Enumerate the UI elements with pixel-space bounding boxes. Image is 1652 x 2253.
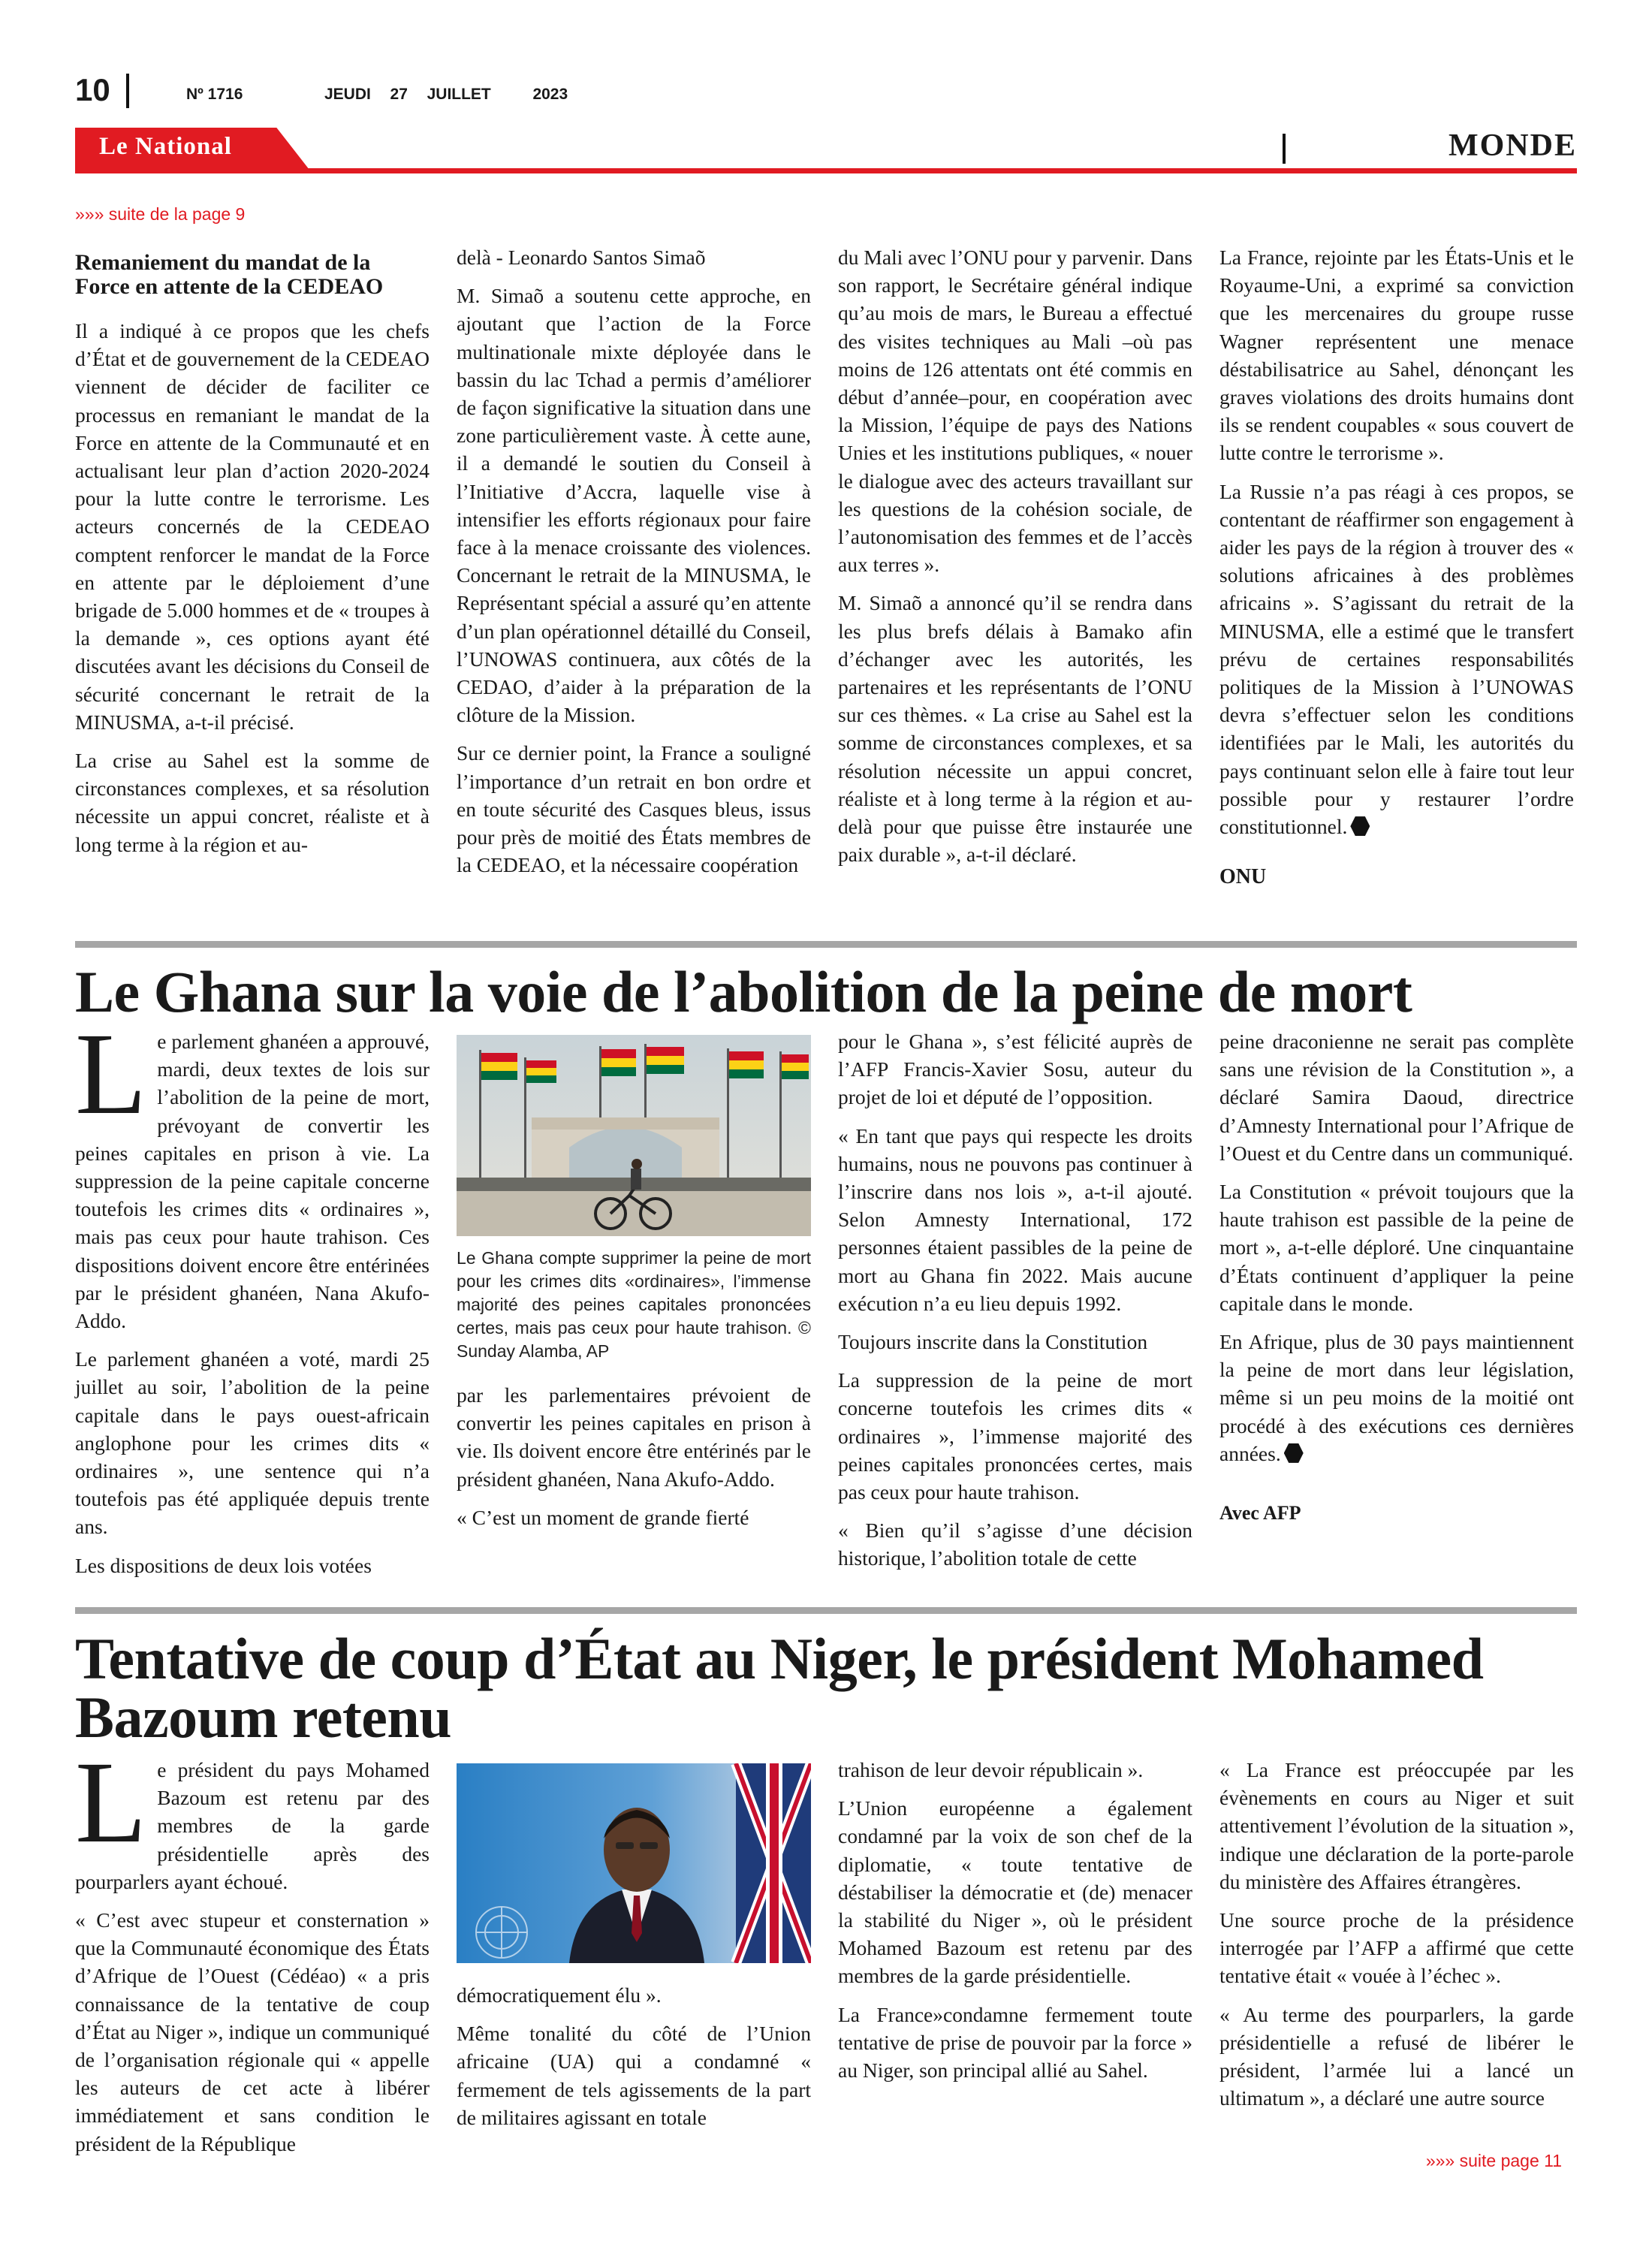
page-number: 10 xyxy=(75,72,110,107)
article3-col2 xyxy=(457,1763,811,2142)
article2-col2 xyxy=(457,1035,811,1542)
article3-paragraph: « La France est préoccupée par les évènements en cours au Niger et suit attentivement l’évolution de la situation », indique une déclaration de la porte-parole du ministère des Affaires étrangères. xyxy=(1219,1758,1574,1893)
end-mark-icon xyxy=(1350,816,1370,836)
article1-paragraph: delà - Leonardo Santos Simaõ xyxy=(457,246,706,269)
article2-paragraph: Les dispositions de deux lois votées xyxy=(75,1553,372,1577)
independence-arch xyxy=(532,1117,719,1185)
article1-col3 xyxy=(838,243,1192,879)
article1-paragraph: M. Simaõ a annoncé qu’il se rendra dans les plus brefs délais à Bamako afin d’échanger avec les autorités, les partenaires et les représentants de l’ONU sur ces thèmes. « La crise au Sahel est la somme de circonstances complexes, et sa résolution nécessite un appui concret, réaliste et à long terme à la région et au-delà pour que puisse être instaurée une paix durable », a-t-il déclaré. xyxy=(838,591,1192,867)
article1-paragraph: La Russie n’a pas réagi à ces propos, se contentant de réaffirmer son engagement à aider les pays de la région à trouver des « solutions africaines à des problèmes africains ». S’agissant du retrait de la MINUSMA, elle a estimé que le transfert prévu de certaines responsabilités politiques de la Mission à l’UNOWAS devra s’effectuer selon les conditions identifiées par le Mali, les autorités du pays continuant selon elle à faire tout leur possible pour y restaurer l’ordre constitutionnel. xyxy=(1219,479,1574,839)
article3-dropcap: L xyxy=(75,1737,147,1867)
article3-headline: Tentative de coup d’État au Niger, le président Mohamed Bazoum retenu xyxy=(75,1626,1484,1750)
section-label: MONDE xyxy=(1449,128,1577,163)
article2-dropcap: L xyxy=(75,1009,147,1139)
continued-from: »»» suite de la page 9 xyxy=(75,204,246,224)
article1-last-paragraph xyxy=(1219,478,1574,841)
article3-col3 xyxy=(838,1756,1192,2095)
date-day: JEUDI xyxy=(324,86,371,103)
article1-col2 xyxy=(457,243,811,889)
article2-last-paragraph xyxy=(1219,1328,1574,1467)
article3-paragraph: « Au terme des pourparlers, la garde présidentielle a refusé de libérer le président, l’armée lui a lancé un ultimatum », a déclaré une autre source xyxy=(1219,2002,1574,2110)
article2-col1 xyxy=(75,1009,430,1590)
issue-number: Nº 1716 xyxy=(186,86,243,103)
article3-paragraph: La France»condamne fermement toute tentative de prise de pouvoir par la force » au Niger, son principal allié au Sahel. xyxy=(838,2002,1192,2083)
article2-paragraph: Le parlement ghanéen a voté, mardi 25 juillet au soir, l’abolition de la peine capitale dans le pays ouest-africain anglophone pour les crimes dits « ordinaires », une sentence qui n’a toutefois pas été appliquée depuis trente ans. xyxy=(75,1347,430,1539)
article2-paragraph: e parlement ghanéen a approuvé, mardi, deux textes de lois sur l’abolition de la peine de mort, prévoyant de convertir les peines capitales en prison à vie. La suppression de la peine capitale concerne toutefois les crimes dits « ordinaires », mais pas ceux pour haute trahison. Ces dispositions doivent encore être entérinées par le président ghanéen, Nana Akufo-Addo. xyxy=(75,1030,430,1333)
article3-paragraph: « C’est avec stupeur et consternation » que la Communauté économique des États d’Afrique de l’Ouest (Cédéao) « a pris connaissance de la tentative de coup d’État au Niger », indique un communiqué de l’organisation régionale qui « appelle les auteurs de cet acte à libérer immédiatement et sans condition le président de la République xyxy=(75,1908,430,2155)
article2-paragraph: La suppression de la peine de mort concerne toutefois les crimes dits « ordinaires », l’immense majorité des peines capitales prononcées certes, mais pas ceux pour haute trahison. xyxy=(838,1368,1192,1504)
article3-paragraph: e président du pays Mohamed Bazoum est retenu par des membres de la garde présidentielle après des pourparlers ayant échoué. xyxy=(75,1758,430,1893)
article1-paragraph: Sur ce dernier point, la France a souligné l’importance d’un retrait en bon ordre et en toute sécurité des Casques bleus, issus pour près de moitié des États membres de la CEDEAO, et la nécessaire coopération xyxy=(457,741,811,877)
article1-signature: ONU xyxy=(1219,865,1267,889)
article2-col4 xyxy=(1219,1027,1574,1527)
article3-col1 xyxy=(75,1737,430,2168)
article1-paragraph: La France, rejointe par les États-Unis et le Royaume-Uni, a exprimé sa conviction que les mercenaires du groupe russe Wagner représentent une menace déstabilisatrice au Sahel, dénonçant les graves violations des droits humains dont ils se rendent coupables « sous couvert de lutte contre le terrorisme ». xyxy=(1219,246,1574,465)
article1-paragraph: M. Simaõ a soutenu cette approche, en ajoutant que l’action de la Force multinationale mixte déployée dans le bassin du lac Tchad a permis d’améliorer de façon significative la situation dans une zone particulièrement vaste. À cette aune, il a demandé le soutien du Conseil à l’Initiative d’Accra, laquelle vise à intensifier les efforts régionaux pour faire face à la menace croissante des violences. Concernant le retrait de la MINUSMA, le Représentant spécial a assuré qu’en attente d’un plan opérationnel détaillé du Conseil, l’UNOWAS continuera, aux côtés de la CEDAO, d’aider à la préparation de la clôture de la Mission. xyxy=(457,284,811,727)
date-number: 27 xyxy=(390,86,408,103)
article3-paragraph: L’Union européenne a également condamné par la voix de son chef de la diplomatie, « toute tentative de déstabiliser la démocratie et (de) menacer la stabilité du Niger », où le président Mohamed Bazoum est retenu par des membres de la garde présidentielle. xyxy=(838,1796,1192,1988)
article1-col1 xyxy=(75,251,430,869)
article2-paragraph: « Bien qu’il s’agisse d’une décision historique, l’abolition totale de cette xyxy=(838,1519,1192,1570)
article2-signature: Avec AFP xyxy=(1219,1502,1301,1525)
article2-paragraph: par les parlementaires prévoient de convertir les peines capitales en prison à vie. Ils doivent encore être entérinés par le président ghanéen, Nana Akufo-Addo. xyxy=(457,1383,811,1491)
article2-paragraph: « C’est un moment de grande fierté xyxy=(457,1505,749,1529)
date-month: JUILLET xyxy=(427,86,491,103)
date-year: 2023 xyxy=(532,86,568,103)
article1-paragraph: du Mali avec l’ONU pour y parvenir. Dans son rapport, le Secrétaire général indique qu’au mois de mars, le Bureau a effectué des visites techniques au Mali –où pas moins de 126 attentats ont été commis en début d’année–pour, en coopération avec la Mission, l’équipe de pays des Nations Unies et les institutions publiques, « nouer le dialogue avec des acteurs travaillant sur les questions de la cohésion sociale, de l’autonomisation des femmes et de l’accès aux terres ». xyxy=(838,246,1192,577)
article2-paragraph: La Constitution « prévoit toujours que la haute trahison est passible de la peine de mort », a-t-elle déploré. Une cinquantaine d’États continuent d’appliquer la peine capitale dans le monde. xyxy=(1219,1180,1574,1315)
page-number-separator xyxy=(126,74,129,108)
article1-col4 xyxy=(1219,243,1574,891)
brand-name: Le National xyxy=(99,133,232,160)
article3-paragraph: Même tonalité du côté de l’Union africaine (UA) qui a condamné « fermement de tels agissements de la part de militaires agissant en totale xyxy=(457,2022,811,2129)
article2-intertitle: Toujours inscrite dans la Constitution xyxy=(838,1330,1148,1354)
section-separator xyxy=(1283,134,1286,164)
section-divider xyxy=(75,941,1577,948)
header-red-rule xyxy=(75,168,1577,173)
article3-col4 xyxy=(1219,1756,1574,2122)
ghana-flags-photo xyxy=(457,1035,811,1236)
article3-paragraph: démocratiquement élu ». xyxy=(457,1983,662,2007)
article1-subhead: Remaniement du mandat de la Force en attente de la CEDEAO xyxy=(75,250,384,299)
article1-paragraph: La crise au Sahel est la somme de circonstances complexes, et sa résolution nécessite un appui concret, réaliste et à long terme à la région et au- xyxy=(75,749,430,856)
article2-headline: Le Ghana sur la voie de l’abolition de la peine de mort xyxy=(75,959,1412,1024)
photo-caption: Le Ghana compte supprimer la peine de mort pour les crimes dits «ordinaires», l’immense majorité des peines capitales prononcées certes, mais pas ceux pour haute trahison. © Sunday Alamba, AP xyxy=(457,1248,811,1361)
section-divider xyxy=(75,1607,1577,1614)
article2-lead xyxy=(75,1009,430,1335)
article2-paragraph: pour le Ghana », s’est félicité auprès de l’AFP Francis-Xavier Sosu, auteur du projet de loi et député de l’opposition. xyxy=(838,1030,1192,1109)
article2-paragraph: En Afrique, plus de 30 pays maintiennent la peine de mort dans leur législation, même si un peu moins de la moitié ont procédé à des exécutions ces dernières années. xyxy=(1219,1330,1574,1465)
article3-lead xyxy=(75,1737,430,1896)
un-emblem-icon xyxy=(476,1907,527,1958)
article2-paragraph: « En tant que pays qui respecte les droits humains, nous ne pouvons pas continuer à l’inscrire dans nos lois », a-t-il ajouté. Selon Amnesty International, 172 personnes étaient passibles de la peine de mort au Ghana fin 2022. Mais aucune exécution n’a eu lieu depuis 1992. xyxy=(838,1123,1192,1315)
article2-paragraph: peine draconienne ne serait pas complète sans une révision de la Constitution », a déclaré Samira Daoud, directrice d’Amnesty International pour l’Afrique de l’Ouest et du Centre dans un communiqué. xyxy=(1219,1030,1574,1165)
end-mark-icon xyxy=(1284,1443,1304,1463)
article3-paragraph: trahison de leur devoir républicain ». xyxy=(838,1758,1144,1781)
article1-paragraph: Il a indiqué à ce propos que les chefs d’État et de gouvernement de la CEDEAO viennent de décider de faciliter ce processus en remaniant le mandat de la Force en attente de la Communauté et en actualisant leur plan d’action 2020-2024 pour la lutte contre le terrorisme. Les acteurs concernés de la CEDEAO comptent renforcer le mandat de la Force en attente par le déploiement d’une brigade de 5.000 hommes et de « troupes à la demande », ces options ayant été discutées avant les décisions du Conseil de sécurité concernant le retrait de la MINUSMA, a-t-il précisé. xyxy=(75,319,430,734)
issue-date xyxy=(324,86,595,104)
uk-flag-icon xyxy=(736,1763,811,1963)
bazoum-photo xyxy=(457,1763,811,1963)
continued-to: »»» suite page 11 xyxy=(1425,2151,1562,2170)
article3-paragraph: Une source proche de la présidence interrogée par l’AFP a affirmé que cette tentative était « vouée à l’échec ». xyxy=(1219,1908,1574,1988)
article2-col3 xyxy=(838,1027,1192,1583)
